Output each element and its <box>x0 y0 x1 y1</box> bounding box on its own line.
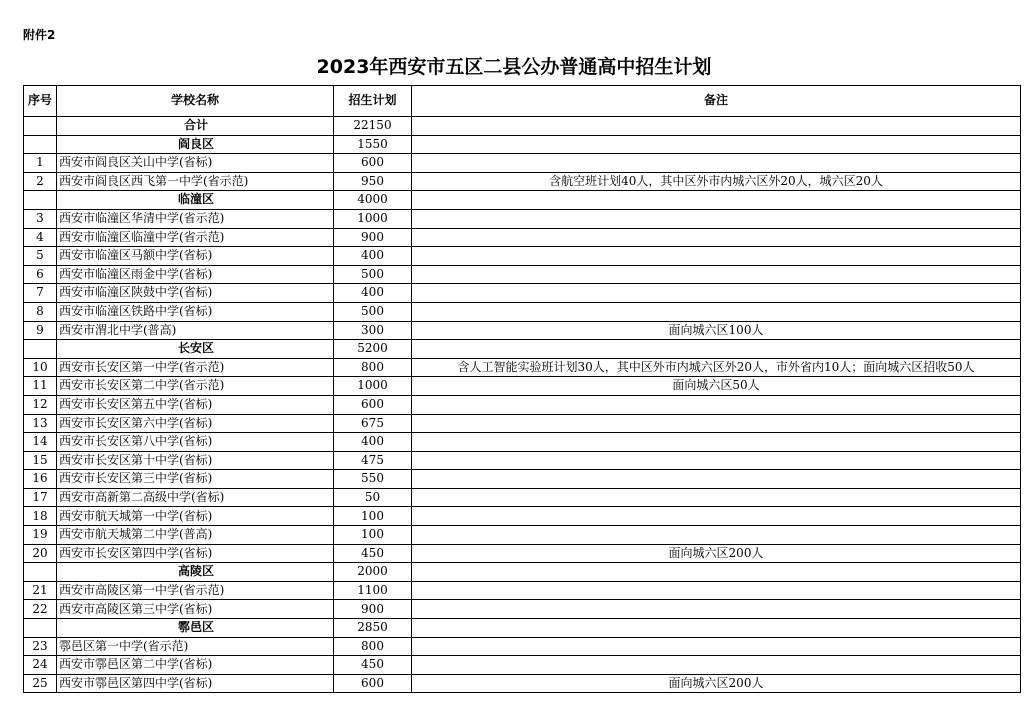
district-subtotal-row <box>24 340 1021 359</box>
cell-plan: 400 <box>334 284 412 303</box>
cell-note <box>412 228 1021 247</box>
header-school: 学校名称 <box>57 86 334 117</box>
cell-index <box>24 135 57 154</box>
cell-school: 西安市长安区第三中学(省标) <box>57 470 334 489</box>
cell-note <box>412 340 1021 359</box>
cell-note <box>412 209 1021 228</box>
cell-index <box>24 563 57 582</box>
table-row <box>24 470 1021 489</box>
cell-school: 西安市阎良区关山中学(省标) <box>57 154 334 173</box>
cell-note: 面向城六区200人 <box>412 674 1021 693</box>
cell-plan: 600 <box>334 154 412 173</box>
cell-index: 24 <box>24 656 57 675</box>
district-subtotal-row <box>24 117 1021 136</box>
table-row <box>24 395 1021 414</box>
cell-index: 5 <box>24 247 57 266</box>
cell-school: 西安市临潼区铁路中学(省标) <box>57 302 334 321</box>
cell-index: 18 <box>24 507 57 526</box>
table-row <box>24 433 1021 452</box>
cell-school: 合计 <box>57 117 334 136</box>
table-row <box>24 507 1021 526</box>
cell-note <box>412 414 1021 433</box>
cell-school: 西安市临潼区马额中学(省标) <box>57 247 334 266</box>
cell-school: 临潼区 <box>57 191 334 210</box>
cell-note <box>412 637 1021 656</box>
cell-school: 西安市长安区第十中学(省标) <box>57 451 334 470</box>
header-index: 序号 <box>24 86 57 117</box>
cell-plan: 50 <box>334 488 412 507</box>
cell-index: 25 <box>24 674 57 693</box>
cell-index: 7 <box>24 284 57 303</box>
cell-school: 西安市高陵区第一中学(省示范) <box>57 581 334 600</box>
table-row <box>24 154 1021 173</box>
cell-school: 西安市鄠邑区第四中学(省标) <box>57 674 334 693</box>
cell-plan: 1100 <box>334 581 412 600</box>
cell-school: 高陵区 <box>57 563 334 582</box>
cell-note <box>412 247 1021 266</box>
cell-index: 22 <box>24 600 57 619</box>
cell-plan: 950 <box>334 172 412 191</box>
cell-plan: 900 <box>334 228 412 247</box>
cell-index: 14 <box>24 433 57 452</box>
cell-plan: 500 <box>334 265 412 284</box>
cell-note <box>412 470 1021 489</box>
cell-note <box>412 135 1021 154</box>
cell-index: 16 <box>24 470 57 489</box>
cell-plan: 2850 <box>334 619 412 638</box>
cell-plan: 100 <box>334 507 412 526</box>
cell-school: 西安市长安区第一中学(省示范) <box>57 358 334 377</box>
cell-school: 西安市长安区第八中学(省标) <box>57 433 334 452</box>
cell-note <box>412 507 1021 526</box>
cell-plan: 675 <box>334 414 412 433</box>
cell-note: 含人工智能实验班计划30人，其中区外市内城六区外20人，市外省内10人；面向城六区招收50人 <box>412 358 1021 377</box>
cell-school: 西安市鄠邑区第二中学(省标) <box>57 656 334 675</box>
cell-plan: 400 <box>334 433 412 452</box>
cell-note <box>412 600 1021 619</box>
cell-school: 西安市临潼区雨金中学(省标) <box>57 265 334 284</box>
cell-school: 西安市高新第二高级中学(省标) <box>57 488 334 507</box>
cell-note <box>412 581 1021 600</box>
cell-school: 长安区 <box>57 340 334 359</box>
cell-index: 2 <box>24 172 57 191</box>
header-plan: 招生计划 <box>334 86 412 117</box>
cell-index <box>24 191 57 210</box>
cell-note <box>412 265 1021 284</box>
cell-note <box>412 302 1021 321</box>
table-header-row <box>24 86 1021 117</box>
cell-index: 19 <box>24 526 57 545</box>
district-subtotal-row <box>24 191 1021 210</box>
cell-school: 西安市航天城第一中学(省标) <box>57 507 334 526</box>
cell-plan: 475 <box>334 451 412 470</box>
cell-index: 1 <box>24 154 57 173</box>
attachment-label: 附件2 <box>23 28 56 42</box>
cell-plan: 600 <box>334 674 412 693</box>
table-row <box>24 358 1021 377</box>
cell-index <box>24 340 57 359</box>
table-row <box>24 674 1021 693</box>
cell-school: 鄠邑区第一中学(省示范) <box>57 637 334 656</box>
cell-note: 面向城六区200人 <box>412 544 1021 563</box>
table-row <box>24 228 1021 247</box>
cell-index: 21 <box>24 581 57 600</box>
cell-plan: 500 <box>334 302 412 321</box>
table-row <box>24 247 1021 266</box>
cell-plan: 1550 <box>334 135 412 154</box>
table-row <box>24 656 1021 675</box>
cell-index: 12 <box>24 395 57 414</box>
cell-plan: 400 <box>334 247 412 266</box>
cell-school: 西安市航天城第二中学(普高) <box>57 526 334 545</box>
header-note: 备注 <box>412 86 1021 117</box>
cell-index: 3 <box>24 209 57 228</box>
table-row <box>24 172 1021 191</box>
cell-plan: 550 <box>334 470 412 489</box>
cell-plan: 450 <box>334 656 412 675</box>
cell-plan: 800 <box>334 637 412 656</box>
cell-index: 9 <box>24 321 57 340</box>
table-row <box>24 581 1021 600</box>
cell-school: 西安市临潼区临潼中学(省示范) <box>57 228 334 247</box>
cell-plan: 1000 <box>334 377 412 396</box>
cell-plan: 900 <box>334 600 412 619</box>
cell-note: 含航空班计划40人，其中区外市内城六区外20人，城六区20人 <box>412 172 1021 191</box>
cell-note <box>412 117 1021 136</box>
cell-note <box>412 656 1021 675</box>
cell-note: 面向城六区100人 <box>412 321 1021 340</box>
table-row <box>24 488 1021 507</box>
cell-note <box>412 451 1021 470</box>
cell-school: 西安市临潼区陕鼓中学(省标) <box>57 284 334 303</box>
cell-index: 8 <box>24 302 57 321</box>
table-row <box>24 600 1021 619</box>
page-title: 2023年西安市五区二县公办普通高中招生计划 <box>316 56 712 78</box>
cell-index: 6 <box>24 265 57 284</box>
cell-note <box>412 488 1021 507</box>
table-row <box>24 265 1021 284</box>
cell-index <box>24 117 57 136</box>
table-row <box>24 321 1021 340</box>
cell-note <box>412 526 1021 545</box>
table-row <box>24 302 1021 321</box>
cell-index: 17 <box>24 488 57 507</box>
table-row <box>24 209 1021 228</box>
table-row <box>24 544 1021 563</box>
cell-index: 11 <box>24 377 57 396</box>
cell-note <box>412 395 1021 414</box>
cell-school: 西安市渭北中学(普高) <box>57 321 334 340</box>
cell-index: 23 <box>24 637 57 656</box>
table-row <box>24 377 1021 396</box>
cell-plan: 5200 <box>334 340 412 359</box>
cell-index: 20 <box>24 544 57 563</box>
cell-plan: 4000 <box>334 191 412 210</box>
cell-note <box>412 563 1021 582</box>
district-subtotal-row <box>24 135 1021 154</box>
cell-plan: 100 <box>334 526 412 545</box>
cell-school: 西安市长安区第五中学(省标) <box>57 395 334 414</box>
cell-plan: 300 <box>334 321 412 340</box>
table-row <box>24 526 1021 545</box>
table-row <box>24 284 1021 303</box>
cell-plan: 450 <box>334 544 412 563</box>
cell-note <box>412 433 1021 452</box>
cell-index: 15 <box>24 451 57 470</box>
cell-note <box>412 619 1021 638</box>
table-row <box>24 637 1021 656</box>
cell-school: 阎良区 <box>57 135 334 154</box>
cell-school: 鄠邑区 <box>57 619 334 638</box>
cell-plan: 2000 <box>334 563 412 582</box>
cell-school: 西安市高陵区第三中学(省标) <box>57 600 334 619</box>
district-subtotal-row <box>24 619 1021 638</box>
table-row <box>24 451 1021 470</box>
cell-index: 13 <box>24 414 57 433</box>
cell-index: 10 <box>24 358 57 377</box>
district-subtotal-row <box>24 563 1021 582</box>
cell-school: 西安市阎良区西飞第一中学(省示范) <box>57 172 334 191</box>
table-row <box>24 414 1021 433</box>
enrollment-plan-table <box>23 85 1021 693</box>
cell-school: 西安市长安区第六中学(省标) <box>57 414 334 433</box>
cell-note: 面向城六区50人 <box>412 377 1021 396</box>
cell-note <box>412 284 1021 303</box>
cell-note <box>412 154 1021 173</box>
cell-index: 4 <box>24 228 57 247</box>
cell-note <box>412 191 1021 210</box>
cell-plan: 22150 <box>334 117 412 136</box>
cell-plan: 800 <box>334 358 412 377</box>
cell-plan: 600 <box>334 395 412 414</box>
cell-school: 西安市长安区第四中学(省标) <box>57 544 334 563</box>
cell-index <box>24 619 57 638</box>
cell-school: 西安市临潼区华清中学(省示范) <box>57 209 334 228</box>
cell-school: 西安市长安区第二中学(省示范) <box>57 377 334 396</box>
cell-plan: 1000 <box>334 209 412 228</box>
